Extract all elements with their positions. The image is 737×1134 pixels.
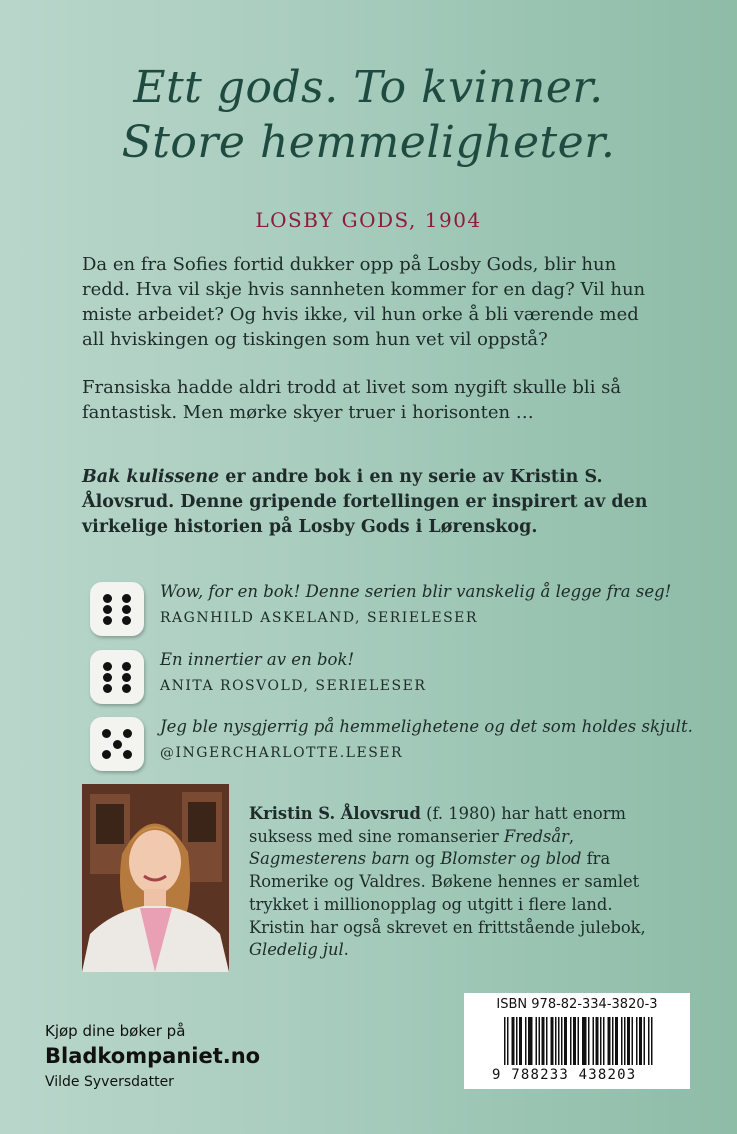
isbn-number: ISBN 978-82-334-3820-3: [496, 997, 658, 1012]
barcode-bar: [513, 1017, 515, 1065]
barcode-bar: [617, 1017, 619, 1065]
dice-pip: [103, 616, 112, 625]
barcode-bar: [566, 1017, 568, 1065]
barcode-bars: [504, 1017, 654, 1067]
dice-pip: [103, 594, 112, 603]
barcode-bar: [641, 1017, 643, 1065]
series-description: er andre bok i en ny serie av Kristin S. Ålovsrud. Denne gripende fortellingen er inspirert av den virkelige historien på Losby Gods i Lørenskog.: [82, 467, 648, 537]
barcode-bar: [570, 1017, 572, 1065]
barcode-bar: [546, 1017, 548, 1065]
barcode-bar: [504, 1017, 506, 1065]
barcode-bar: [651, 1017, 653, 1065]
publisher-website[interactable]: Bladkompaniet.no: [45, 1044, 261, 1068]
barcode-bar: [648, 1017, 650, 1065]
dice-pip: [113, 740, 122, 749]
review-2: [86, 650, 686, 702]
dice-five-icon: [90, 717, 144, 771]
blurb-paragraph-2: Fransiska hadde aldri trodd at livet som nygift skulle bli så fantastisk. Men mørke skyer truer i horisonten …: [82, 377, 622, 423]
review-quote: Wow, for en bok! Denne serien blir vanskelig å legge fra seg!: [160, 582, 672, 601]
dice-pip: [123, 729, 132, 738]
author-bio: [249, 803, 669, 962]
series-title: Sagmesterens barn: [249, 849, 410, 869]
dice-pip: [122, 684, 131, 693]
blurb-paragraph-1: Da en fra Sofies fortid dukker opp på Losby Gods, blir hun redd. Hva vil skje hvis sannheten kommer for en dag? Vil hun miste arbeidet? Og hvis ikke, vil hun orke å bli værende med all hviskingen og tiskingen som hun vet vil oppstå?: [82, 254, 646, 350]
barcode-bar: [600, 1017, 602, 1065]
dice-pip: [103, 673, 112, 682]
tagline-line-2: Store hemmeligheter.: [121, 117, 616, 168]
barcode-bar: [588, 1017, 590, 1065]
barcode-bar: [564, 1017, 566, 1065]
barcode-bar: [632, 1017, 634, 1065]
barcode-bar: [536, 1017, 538, 1065]
review-source: @INGERCHARLOTTE.LESER: [160, 745, 404, 761]
review-1: [86, 582, 686, 634]
dice-six-icon: [90, 582, 144, 636]
dice-pip: [123, 750, 132, 759]
series-title: Blomster og blod: [440, 849, 582, 869]
dice-pip: [122, 662, 131, 671]
barcode-bar: [551, 1017, 553, 1065]
barcode-bar: [627, 1017, 629, 1065]
barcode-bar: [519, 1017, 521, 1065]
dice-pip: [102, 729, 111, 738]
cover-designer: Vilde Syversdatter: [45, 1074, 174, 1090]
author-name: Kristin S. Ålovsrud: [249, 804, 421, 823]
review-source: RAGNHILD ASKELAND, SERIELESER: [160, 610, 478, 626]
bio-text: fra Romerike og Valdres. Bøkene hennes er samlet trykket i millionopplag og utgitt i flere land. Kristin har også skrevet en frittstående julebok,: [249, 849, 646, 937]
dice-pip: [122, 673, 131, 682]
barcode-bar: [636, 1017, 638, 1065]
dice-pip: [103, 684, 112, 693]
dice-pip: [122, 594, 131, 603]
barcode-bar: [530, 1017, 532, 1065]
review-source: ANITA ROSVOLD, SERIELESER: [160, 678, 427, 694]
bio-text: (f. 1980) har hatt enorm suksess med sine romanserier: [249, 804, 626, 846]
barcode-bar: [516, 1017, 518, 1065]
barcode-bar: [584, 1017, 586, 1065]
dice-pip: [122, 605, 131, 614]
barcode-bar: [582, 1017, 584, 1065]
dice-pip: [102, 750, 111, 759]
barcode-bar: [539, 1017, 541, 1065]
barcode-bar: [608, 1017, 610, 1065]
dice-pip: [122, 616, 131, 625]
barcode-digits: 9 788233 438203: [492, 1067, 637, 1083]
barcode-bar: [521, 1017, 523, 1065]
barcode-bar: [512, 1017, 514, 1065]
dice-pip: [103, 605, 112, 614]
book-title: Bak kulissene: [82, 467, 220, 487]
barcode-bar: [609, 1017, 611, 1065]
barcode-bar: [593, 1017, 595, 1065]
setting-heading: LOSBY GODS, 1904: [255, 208, 482, 232]
bio-text: ,: [568, 826, 575, 846]
barcode-bar: [639, 1017, 641, 1065]
barcode-bar: [585, 1017, 587, 1065]
tagline-line-1: Ett gods. To kvinner.: [133, 62, 604, 113]
barcode-bar: [561, 1017, 563, 1065]
barcode-bar: [597, 1017, 599, 1065]
barcode-bar: [542, 1017, 544, 1065]
review-quote: En innertier av en bok!: [160, 650, 355, 669]
blurb-paragraph-3: [82, 465, 662, 540]
barcode-bar: [629, 1017, 631, 1065]
barcode-bar: [624, 1017, 626, 1065]
barcode-bar: [644, 1017, 646, 1065]
book-title: Gledelig jul: [249, 940, 344, 960]
barcode-bar: [531, 1017, 533, 1065]
bio-text: og: [409, 849, 441, 869]
barcode-bar: [603, 1017, 605, 1065]
series-title: Fredsår: [503, 826, 569, 846]
barcode-bar: [615, 1017, 617, 1065]
dice-six-icon: [90, 650, 144, 704]
barcode-bar: [621, 1017, 623, 1065]
barcode-bar: [528, 1017, 530, 1065]
barcode-bar: [552, 1017, 554, 1065]
barcode-bar: [575, 1017, 577, 1065]
dice-pip: [103, 662, 112, 671]
barcode-bar: [573, 1017, 575, 1065]
bio-text: .: [343, 940, 349, 960]
barcode-bar: [612, 1017, 614, 1065]
barcode-bar: [555, 1017, 557, 1065]
barcode-bar: [543, 1017, 545, 1065]
barcode-bar: [578, 1017, 580, 1065]
author-photo: [82, 784, 229, 972]
review-quote: Jeg ble nysgjerrig på hemmelighetene og det som holdes skjult.: [160, 717, 693, 736]
barcode-bar: [507, 1017, 509, 1065]
barcode-bar: [596, 1017, 598, 1065]
isbn-barcode: [464, 993, 690, 1089]
buy-text: Kjøp dine bøker på: [45, 1022, 186, 1040]
barcode-bar: [525, 1017, 527, 1065]
review-3: [86, 717, 693, 769]
barcode-bar: [558, 1017, 560, 1065]
